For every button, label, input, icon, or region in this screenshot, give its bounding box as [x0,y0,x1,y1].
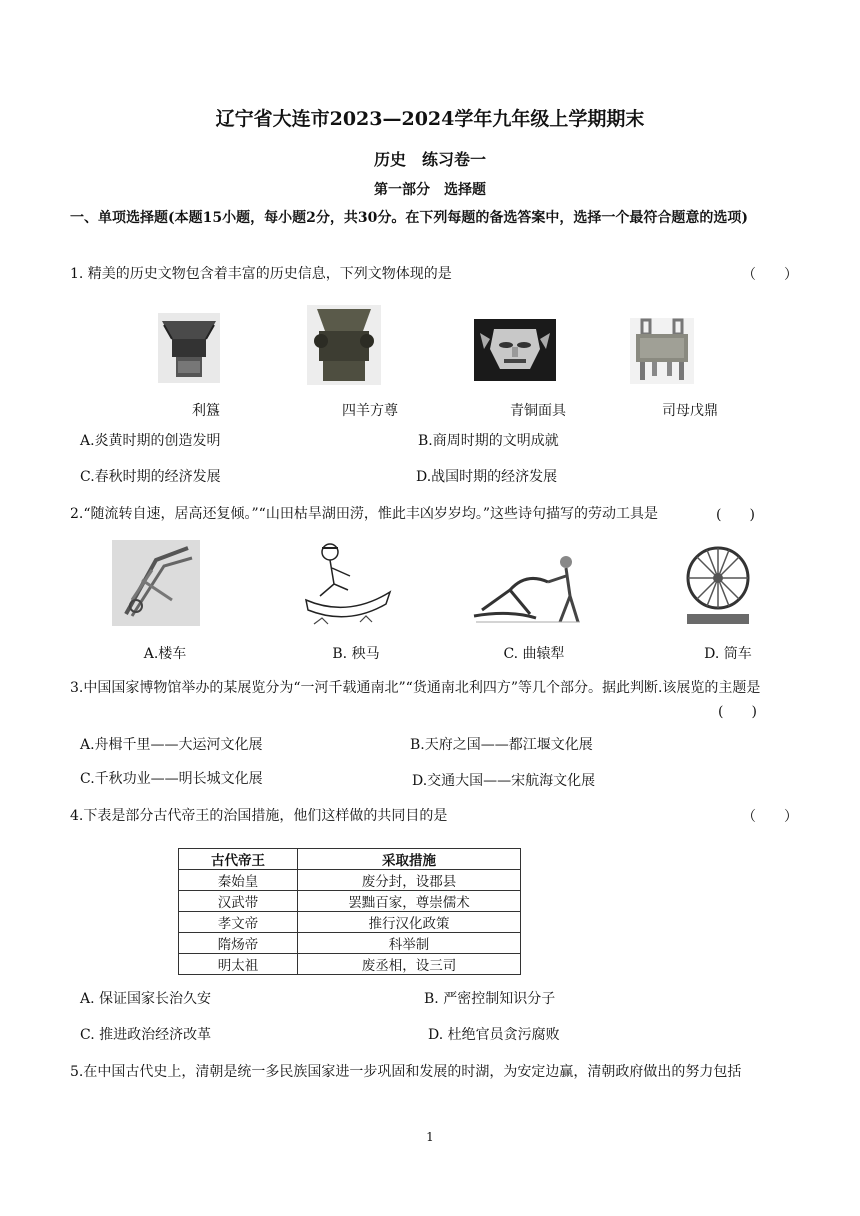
answer-paren-2: ( ) [716,507,755,523]
table-row [179,870,521,891]
q3-option-a: A.舟楫千里——大运河文化展 [80,737,263,753]
bronze-mask-image [474,319,556,381]
qu-yuan-li-image [470,552,586,628]
question-5-stem: 5.在中国古代史上，清朝是统一多民族国家进一步巩固和发展的时湖，为安定边赢，清朝政府做出的努力包括 [70,1064,742,1080]
q4-option-c: C. 推进政治经济改革 [80,1027,212,1043]
question-4-stem: 4.下表是部分古代帝王的治国措施，他们这样做的共同目的是 [70,808,448,824]
q3-option-c: C.千秋功业——明长城文化展 [80,771,263,787]
table-header-emperor: 古代帝王 [179,849,298,870]
question-2-stem: 2.“随流转自速，居高还复倾。”“山田枯旱湖田涝，惟此丰凶岁岁均。”这些诗句描写的劳动工具是 [70,506,658,522]
q4-option-b: B. 严密控制知识分子 [424,991,556,1007]
caption-four-ram-zun: 四羊方尊 [342,403,398,419]
q1-option-b: B.商周时期的文明成就 [418,433,559,449]
q1-option-d: D.战国时期的经济发展 [416,469,558,485]
tong-che-image [683,540,753,628]
table-cell-measure: 推行汉化政策 [298,912,521,933]
page-number: 1 [426,1130,434,1144]
answer-paren-1: （ ） [742,267,798,283]
emperor-measures-table [178,848,521,975]
section-heading: 第一部分 选择题 [374,182,486,198]
caption-lou-che: A.楼车 [143,646,187,662]
li-gui-image [158,313,220,383]
section-instruction: 一、单项选择题(本题15小题，每小题2分，共30分。在下列每题的备选答案中，选择一个最符合题意的选项) [70,210,748,226]
table-cell-measure: 罢黜百家，尊崇儒术 [298,891,521,912]
table-cell-emperor: 孝文帝 [179,912,298,933]
caption-yang-ma: B. 秧马 [332,646,380,662]
q1-option-c: C.春秋时期的经济发展 [80,469,221,485]
table-cell-measure: 废丞相，设三司 [298,954,521,975]
q3-option-b: B.天府之国——都江堰文化展 [410,737,593,753]
four-ram-square-zun-image [307,305,381,385]
q1-option-a: A.炎黄时期的创造发明 [80,433,221,449]
table-row [179,933,521,954]
q3-option-d: D.交通大国——宋航海文化展 [412,773,596,789]
question-1-stem [70,262,795,286]
question-1-text: 1. 精美的历史文物包含着丰富的历史信息，下列文物体现的是 [70,266,452,282]
caption-tong-che: D. 筒车 [704,646,752,662]
answer-paren-3: ( ) [718,704,757,720]
caption-qu-yuan-li: C. 曲辕犁 [503,646,565,662]
table-row [179,912,521,933]
table-cell-measure: 废分封，设郡县 [298,870,521,891]
table-cell-emperor: 隋炀帝 [179,933,298,954]
table-row [179,891,521,912]
table-cell-emperor: 汉武带 [179,891,298,912]
yang-ma-image [300,540,396,632]
page-title: 辽宁省大连市2023—2024学年九年级上学期期末 [215,108,645,130]
table-cell-emperor: 明太祖 [179,954,298,975]
table-cell-measure: 科举制 [298,933,521,954]
table-cell-emperor: 秦始皇 [179,870,298,891]
q4-option-d: D. 杜绝官员贪污腐败 [428,1027,560,1043]
caption-simuwu-ding: 司母戊鼎 [662,403,718,419]
page-subtitle: 历史 练习卷一 [373,150,486,169]
table-row [179,954,521,975]
caption-bronze-mask: 青铜面具 [510,403,566,419]
table-header-measures: 采取措施 [298,849,521,870]
caption-li-gui: 利簋 [192,403,220,419]
q4-option-a: A. 保证国家长治久安 [80,991,212,1007]
lou-che-image [112,540,200,626]
simuwu-ding-image [630,318,694,384]
answer-paren-4: （ ） [742,809,798,825]
table-header-row [179,849,521,870]
question-3-stem: 3.中国国家博物馆举办的某展览分为“一河千载通南北”“货通南北利四方”等几个部分。据此判断.该展览的主题是 [70,680,761,696]
